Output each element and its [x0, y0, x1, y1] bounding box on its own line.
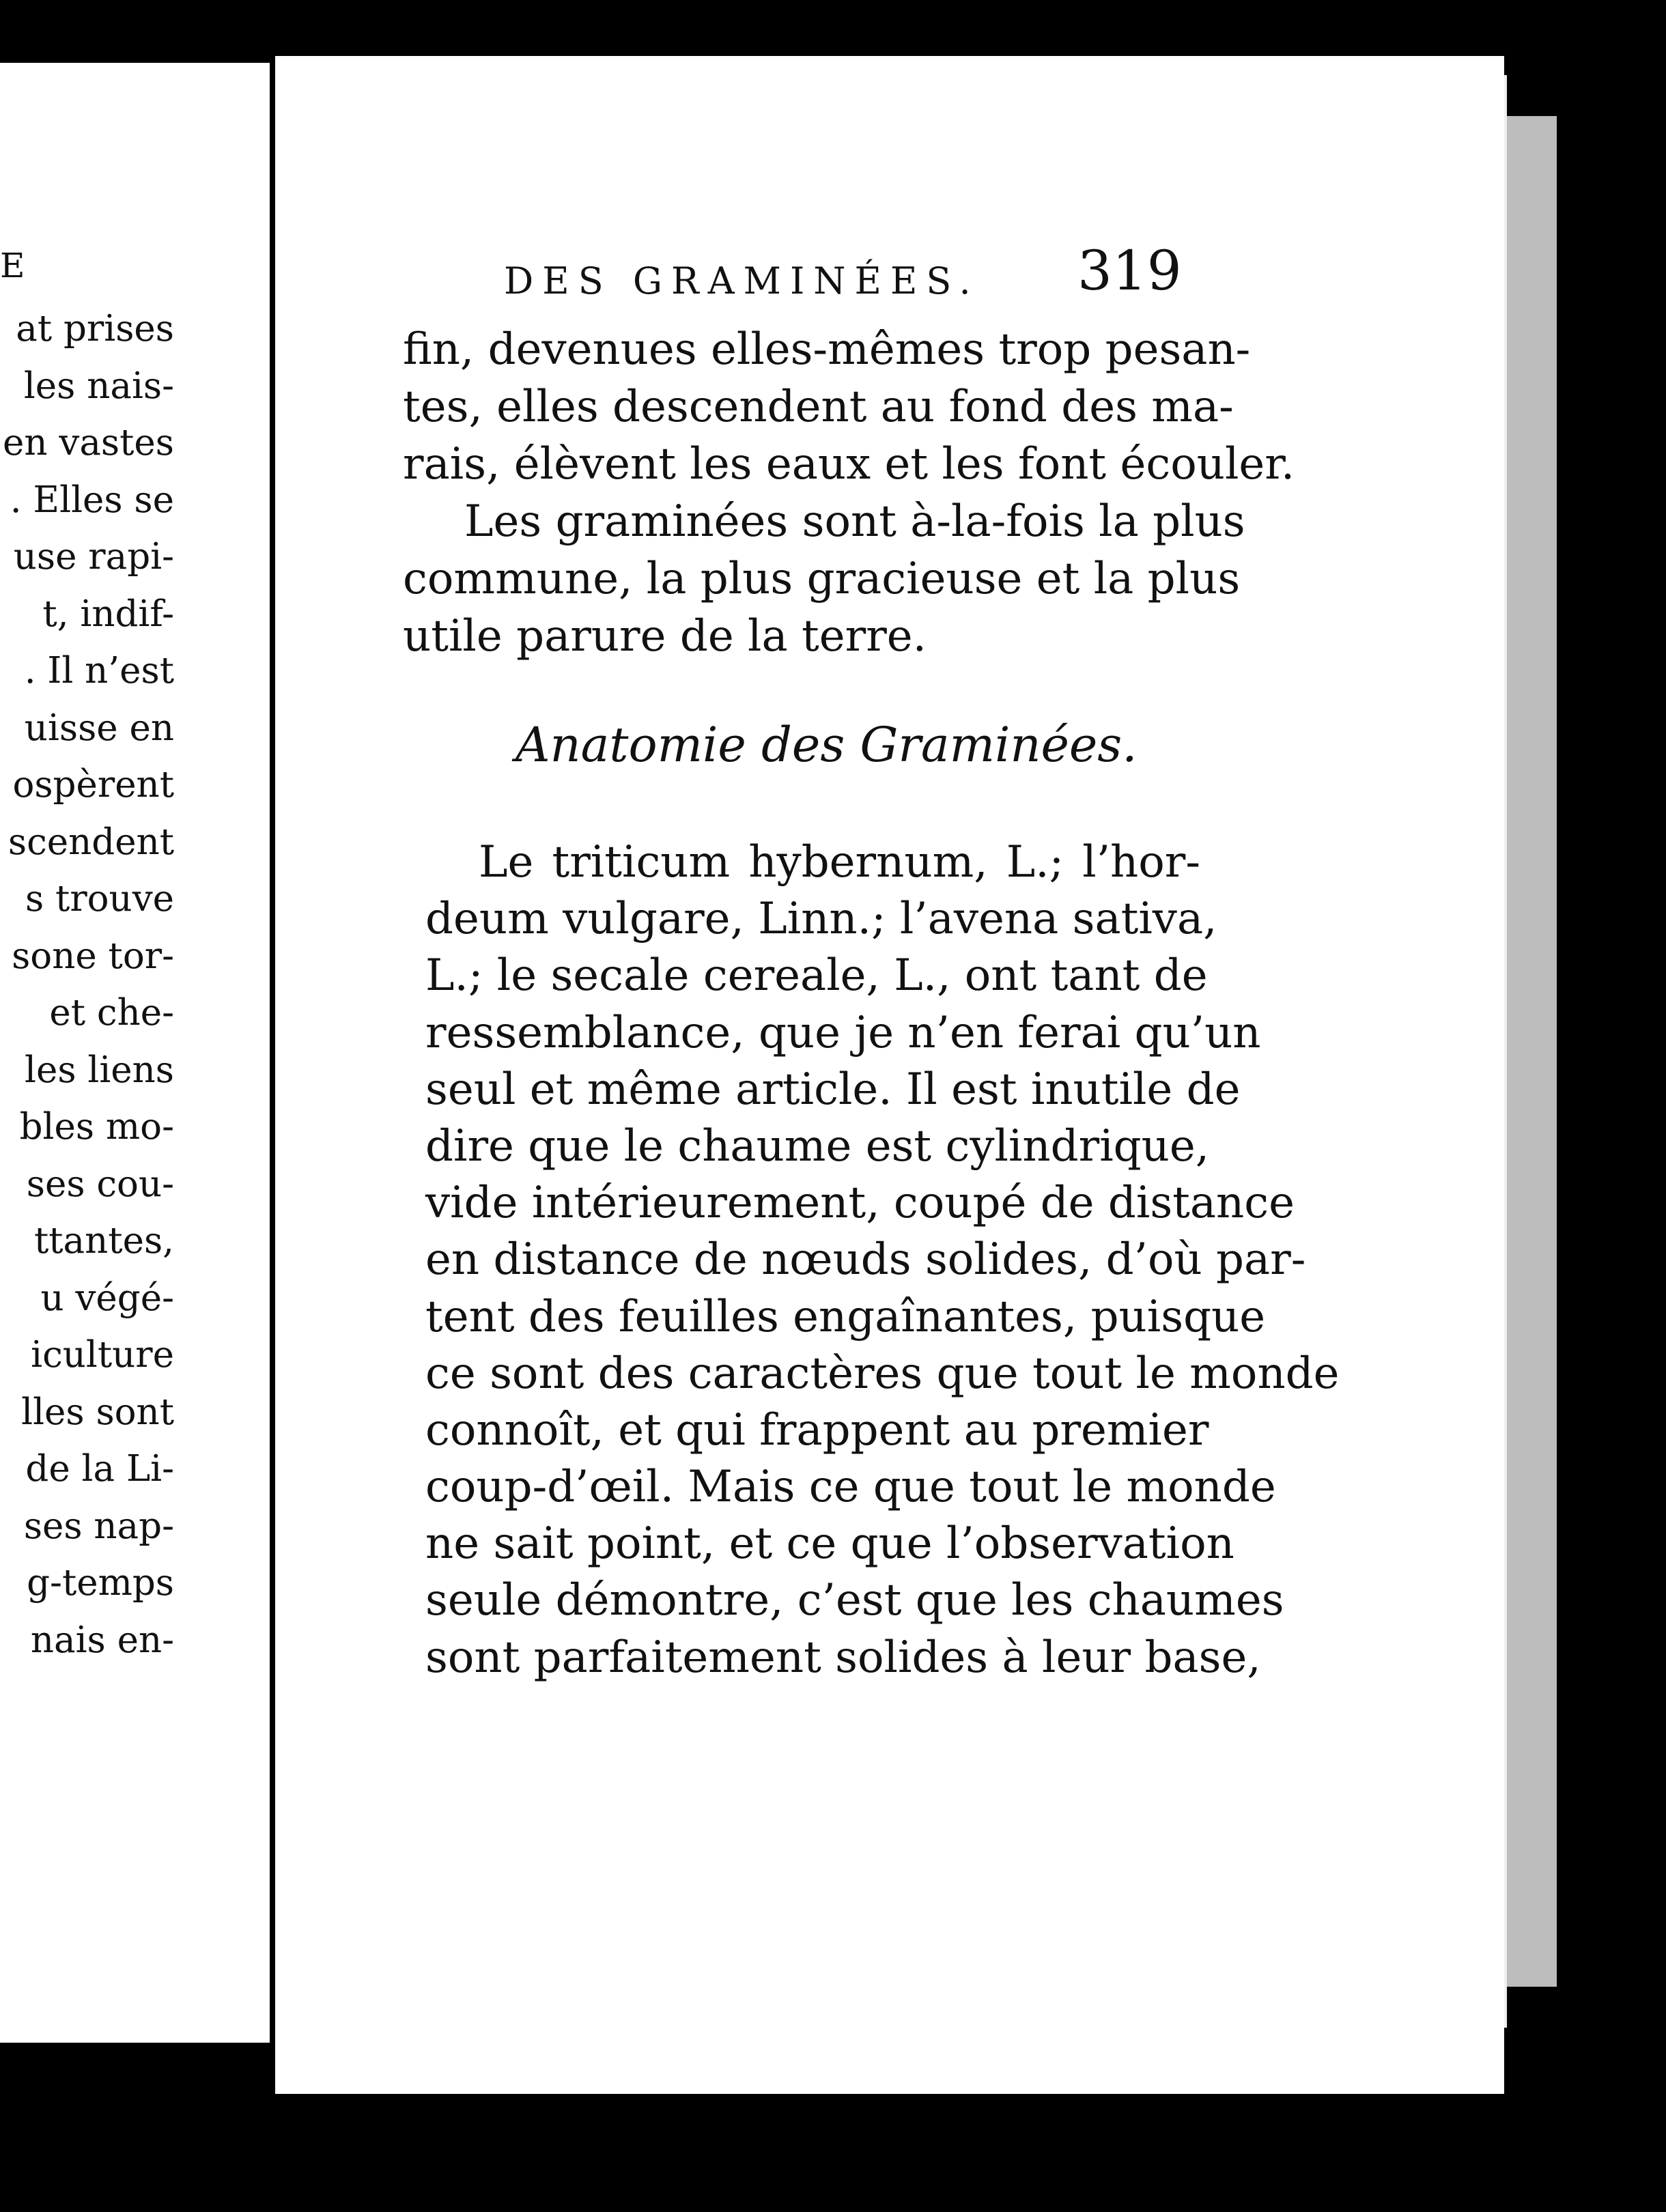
running-head: DES GRAMINÉES.: [504, 259, 980, 302]
text-line: rais, élèvent les eaux et les font écouler.: [403, 439, 1295, 490]
left-line: g-temps: [27, 1562, 174, 1604]
left-line: iculture: [31, 1334, 174, 1376]
text-line: tent des feuilles engaînantes, puisque: [425, 1291, 1266, 1342]
text-line: L.; le secale cereale, L., ont tant de: [425, 950, 1208, 1002]
text-line: commune, la plus gracieuse et la plus: [403, 554, 1241, 604]
left-line: ttantes,: [33, 1220, 174, 1262]
page-number: 319: [1077, 239, 1182, 302]
left-line: scendent: [8, 821, 174, 863]
left-line: bles mo-: [19, 1106, 174, 1148]
left-line: ses cou-: [26, 1163, 174, 1205]
page-edge-strip: [1506, 116, 1557, 1987]
left-page-text: [0, 246, 174, 1669]
text-line: dire que le chaume est cylindrique,: [425, 1120, 1210, 1172]
text-line: Le triticum hybernum, L.; l’hor-: [479, 837, 1200, 888]
opening-paragraphs: [403, 321, 1295, 665]
left-line: et che-: [49, 992, 174, 1034]
left-line: lles sont: [21, 1391, 174, 1433]
text-line: sont parfaitement solides à leur base,: [425, 1632, 1261, 1683]
left-line: ses nap-: [23, 1505, 174, 1547]
text-line: connoît, et qui frappent au premier: [425, 1404, 1209, 1456]
left-line: nais en-: [30, 1619, 174, 1661]
text-line: tes, elles descendent au fond des ma-: [403, 382, 1234, 432]
left-line: at prises: [16, 308, 174, 350]
left-line: t, indif-: [42, 593, 174, 635]
text-line: coup-d’œil. Mais ce que tout le monde: [425, 1462, 1276, 1513]
text-line: deum vulgare, Linn.; l’avena sativa,: [425, 894, 1217, 945]
left-line: sone tor-: [12, 935, 174, 977]
left-line: les liens: [25, 1049, 174, 1091]
left-line: use rapi-: [13, 536, 174, 578]
text-line: ressemblance, que je n’en ferai qu’un: [425, 1007, 1261, 1058]
left-line: s trouve: [25, 878, 174, 920]
left-line: . Il n’est: [24, 650, 174, 692]
left-line: ospèrent: [12, 764, 174, 806]
text-line: ce sont des caractères que tout le monde: [425, 1348, 1340, 1399]
left-line: les nais-: [23, 365, 174, 407]
text-line: utile parure de la terre.: [403, 611, 927, 662]
section-body: [425, 834, 1340, 1686]
text-line: en distance de nœuds solides, d’où par-: [425, 1234, 1306, 1286]
left-line: . Elles se: [10, 479, 174, 521]
text-line: Les graminées sont à-la-fois la plus: [464, 496, 1245, 547]
text-line: seule démontre, c’est que les chaumes: [425, 1575, 1284, 1626]
text-line: ne sait point, et ce que l’observation: [425, 1518, 1234, 1570]
left-running-head-fragment: E: [0, 246, 29, 285]
left-line: en vastes: [3, 422, 174, 464]
text-line: fin, devenues elles-mêmes trop pesan-: [403, 324, 1251, 375]
text-line: vide intérieurement, coupé de distance: [425, 1178, 1295, 1229]
section-title: Anatomie des Graminées.: [516, 717, 1138, 773]
text-line: seul et même article. Il est inutile de: [425, 1064, 1241, 1115]
left-line: u végé-: [40, 1277, 174, 1319]
left-line: uisse en: [24, 707, 174, 749]
left-line: de la Li-: [25, 1448, 174, 1490]
